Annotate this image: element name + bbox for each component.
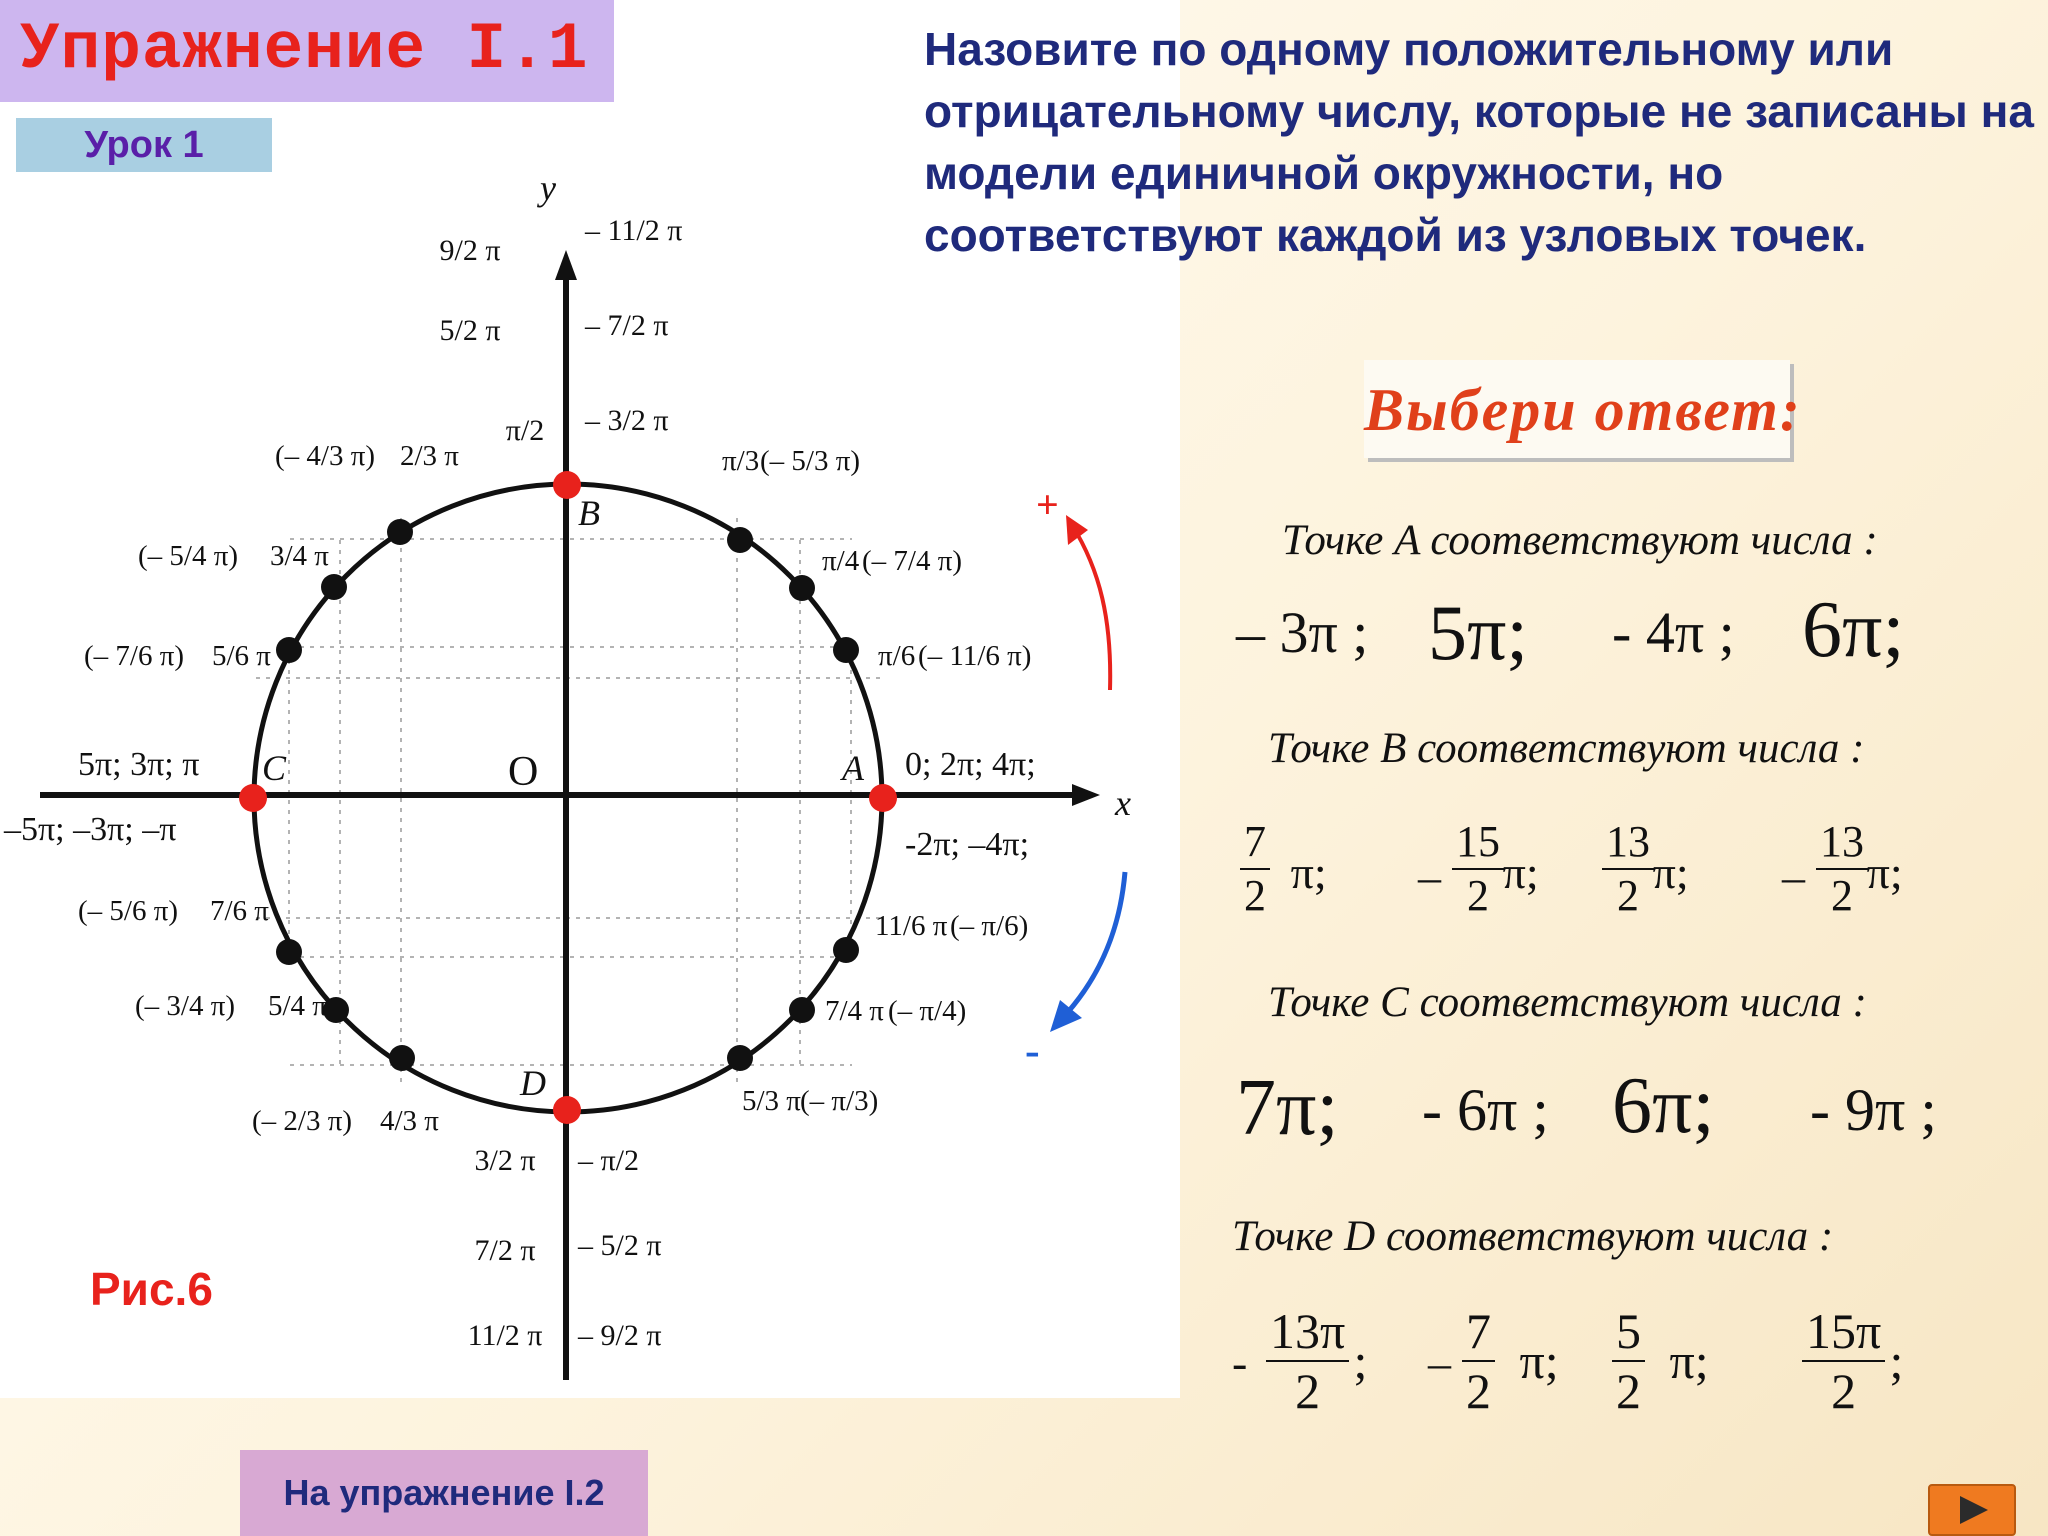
answer-d-1-fraction [1266, 1303, 1349, 1419]
answer-d-4-tail: ; [1889, 1333, 1904, 1389]
y-top-label-left-1: 9/2 π [439, 234, 501, 267]
y-top-label-right-1: – 11/2 π [585, 214, 683, 247]
question-d: Точке D соответствуют числа : [1232, 1213, 1834, 1260]
point-pi-3 [727, 527, 753, 553]
point-pi-6 [833, 637, 859, 663]
answer-c-3[interactable]: 6π; [1612, 1062, 1715, 1150]
point-4pi-3 [389, 1045, 415, 1071]
point-D-label: D [520, 1063, 546, 1103]
label-neg-4pi-3: (– 4/3 π) [275, 440, 376, 472]
y-bottom-label-left-2: 7/2 π [474, 1234, 536, 1267]
point-A-values-top: 0; 2π; 4π; [905, 746, 1036, 783]
y-axis-arrow [555, 250, 577, 280]
answer-b-1-tail: π; [1290, 847, 1327, 898]
y-top-label-left-2: 5/2 π [439, 314, 501, 347]
play-arrow-icon [1930, 1486, 2014, 1534]
answers-d [1232, 1303, 1952, 1419]
label-neg-5pi-4: (– 5/4 π) [138, 540, 239, 572]
positive-arrow-head [1066, 515, 1088, 545]
point-B [553, 471, 581, 499]
point-2pi-3 [387, 519, 413, 545]
answer-b-3-tail: π; [1652, 847, 1689, 898]
answer-d-1-denominator: 2 [1295, 1363, 1321, 1419]
point-5pi-3 [727, 1045, 753, 1071]
answer-b-4-numerator: 13 [1816, 820, 1868, 870]
minus-sign: - [1025, 1026, 1040, 1075]
answer-a-4[interactable]: 6π; [1802, 586, 1905, 674]
point-A-label: A [842, 748, 864, 788]
next-slide-button[interactable] [1928, 1484, 2016, 1536]
label-neg-5pi-3: (– 5/3 π) [760, 445, 861, 477]
answer-d-1-numerator: 13π [1266, 1306, 1349, 1362]
answer-b-4-denominator: 2 [1831, 871, 1853, 920]
answer-d-3-fraction [1612, 1303, 1645, 1419]
choose-answer-box [1364, 360, 1802, 458]
point-B-label: B [578, 493, 600, 533]
answers-c [1232, 1058, 1952, 1170]
answer-b-2-denominator: 2 [1467, 871, 1489, 920]
figure-label: Рис.6 [90, 1263, 213, 1315]
point-A [869, 784, 897, 812]
answer-b-3-fraction [1602, 817, 1654, 920]
label-pi-6: π/6 [878, 640, 916, 672]
label-neg-pi-4: (– π/4) [888, 995, 967, 1027]
answer-d-1-tail: ; [1353, 1333, 1368, 1389]
y-bottom-label-left-1: 3/2 π [474, 1144, 536, 1177]
label-neg-3pi-4: (– 3/4 π) [135, 990, 236, 1022]
label-4pi-3: 4/3 π [380, 1105, 439, 1137]
label-neg-5pi-6: (– 5/6 π) [78, 895, 179, 927]
answer-d-2-sign: – [1428, 1337, 1451, 1388]
answer-b-4-sign: – [1782, 851, 1805, 902]
answers-b [1232, 817, 1952, 932]
answer-d-4-numerator: 15π [1802, 1306, 1885, 1362]
answer-d-4-fraction [1802, 1303, 1885, 1419]
label-5pi-3: 5/3 π [742, 1085, 801, 1117]
point-D [553, 1096, 581, 1124]
answer-c-1[interactable]: 7π; [1236, 1064, 1339, 1152]
exercise-title: Упражнение I.1 [20, 12, 589, 87]
plus-sign: + [1036, 482, 1059, 527]
answer-b-4-fraction [1816, 817, 1868, 920]
answer-a-3[interactable]: - 4π ; [1612, 600, 1735, 665]
point-pi-4 [789, 575, 815, 601]
label-neg-7pi-4: (– 7/4 π) [862, 545, 963, 577]
question-a: Точке A соответствуют числа : [1282, 517, 1878, 564]
point-C-values-top: 5π; 3π; π [78, 746, 200, 783]
point-A-values-bottom: -2π; –4π; [905, 826, 1030, 863]
answer-d-1-sign: - [1232, 1337, 1248, 1388]
choose-answer-label: Выбери ответ: [1364, 377, 1802, 443]
answer-c-4[interactable]: - 9π ; [1810, 1077, 1937, 1143]
y-top-label-left-3: π/2 [505, 414, 545, 447]
answer-b-1-numerator: 7 [1240, 820, 1270, 870]
label-neg-7pi-6: (– 7/6 π) [84, 640, 185, 672]
answer-d-2-denominator: 2 [1466, 1363, 1491, 1419]
label-5pi-4: 5/4 π [268, 990, 327, 1022]
point-5pi-6 [276, 637, 302, 663]
y-top-label-right-3: – 3/2 π [585, 404, 669, 437]
point-C-values-bottom: –5π; –3π; –π [4, 811, 177, 848]
answers-a [1232, 580, 1952, 692]
answer-c-2[interactable]: - 6π ; [1422, 1077, 1549, 1143]
answer-b-2-sign: – [1418, 851, 1441, 902]
point-3pi-4 [321, 574, 347, 600]
answer-d-3-denominator: 2 [1616, 1363, 1641, 1419]
x-axis-arrow [1072, 784, 1100, 806]
answer-d-2-fraction [1462, 1303, 1495, 1419]
answer-b-2-tail: π; [1502, 847, 1539, 898]
label-neg-11pi-6: (– 11/6 π) [918, 640, 1032, 672]
label-pi-3: π/3 [722, 445, 760, 477]
answer-d-2-numerator: 7 [1462, 1306, 1495, 1362]
question-b: Точке B соответствуют числа : [1268, 725, 1865, 772]
point-C-label: C [262, 748, 287, 788]
label-7pi-6: 7/6 π [210, 895, 269, 927]
answer-d-3-tail: π; [1669, 1333, 1709, 1389]
answer-b-3-numerator: 13 [1602, 820, 1654, 870]
x-axis-label: x [1115, 783, 1131, 823]
label-2pi-3: 2/3 π [400, 440, 459, 472]
next-exercise-button[interactable]: На упражнение I.2 [240, 1450, 648, 1536]
task-text: Назовите по одному положительному или отрицательному числу, которые не записаны на модели единичной окружности, но соответствуют каждой из узловых точек. [924, 23, 2034, 261]
answer-a-1[interactable]: – 3π ; [1236, 600, 1369, 665]
point-11pi-6 [833, 937, 859, 963]
label-pi-4: π/4 [822, 545, 860, 577]
question-c: Точке C соответствуют числа : [1268, 979, 1867, 1026]
negative-direction-arrow [1068, 872, 1125, 1012]
label-7pi-4: 7/4 π [825, 995, 884, 1027]
answer-b-1-denominator: 2 [1244, 871, 1266, 920]
point-7pi-4 [789, 997, 815, 1023]
y-bottom-label-right-2: – 5/2 π [578, 1229, 662, 1262]
negative-arrow-head [1050, 1000, 1082, 1032]
answer-d-4-denominator: 2 [1831, 1363, 1857, 1419]
y-bottom-label-right-1: – π/2 [578, 1144, 639, 1177]
origin-label: O [508, 749, 539, 795]
y-axis-label: y [540, 168, 556, 208]
lesson-tag[interactable]: Урок 1 [16, 118, 272, 172]
point-C [239, 784, 267, 812]
answer-b-4-tail: π; [1866, 847, 1903, 898]
label-3pi-4: 3/4 π [270, 540, 329, 572]
y-bottom-label-right-3: – 9/2 π [578, 1319, 662, 1352]
answer-b-1-fraction [1240, 817, 1270, 920]
title-box [0, 0, 614, 102]
answer-d-2-tail: π; [1519, 1333, 1559, 1389]
y-bottom-label-left-3: 11/2 π [467, 1319, 543, 1352]
answer-b-3-denominator: 2 [1617, 871, 1639, 920]
answer-b-2-fraction [1452, 817, 1504, 920]
label-5pi-6: 5/6 π [212, 640, 271, 672]
positive-direction-arrow [1072, 525, 1110, 690]
answer-a-2[interactable]: 5π; [1428, 589, 1529, 676]
label-neg-2pi-3: (– 2/3 π) [252, 1105, 353, 1137]
label-11pi-6: 11/6 π [875, 910, 948, 942]
label-neg-pi-6: (– π/6) [950, 910, 1029, 942]
label-neg-pi-3: (– π/3) [800, 1085, 879, 1117]
y-top-label-right-2: – 7/2 π [585, 309, 669, 342]
answer-b-2-numerator: 15 [1452, 820, 1504, 870]
answer-d-3-numerator: 5 [1612, 1306, 1645, 1362]
point-7pi-6 [276, 939, 302, 965]
